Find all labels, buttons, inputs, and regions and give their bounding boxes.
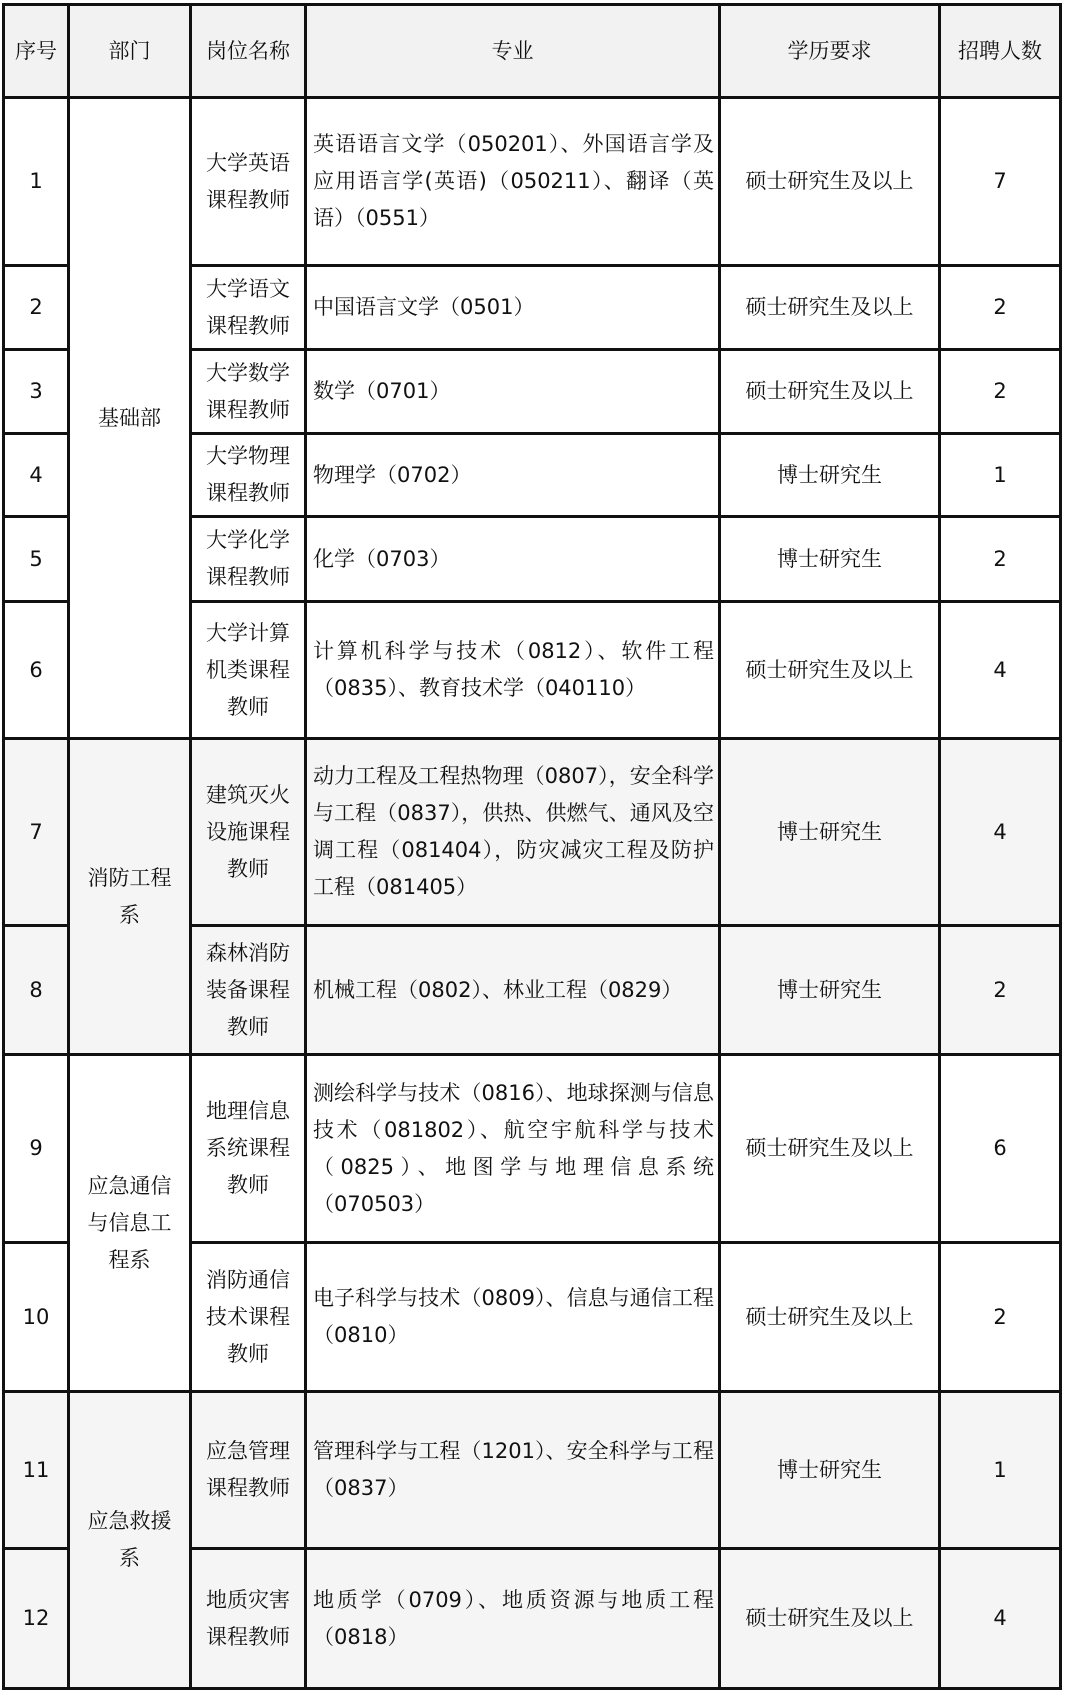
- header-education: 学历要求: [720, 5, 940, 98]
- major-cell: 化学（0703）: [306, 517, 720, 602]
- post-name-cell: 大学计算机类课程教师: [191, 602, 306, 739]
- recruitment-table: [2, 3, 1062, 1690]
- count-cell: 2: [940, 926, 1061, 1055]
- post-name-cell: 地理信息系统课程教师: [191, 1055, 306, 1243]
- row-number: 10: [4, 1243, 69, 1392]
- education-cell: 硕士研究生及以上: [720, 1055, 940, 1243]
- header-count: 招聘人数: [940, 5, 1061, 98]
- count-cell: 2: [940, 350, 1061, 434]
- header-post: 岗位名称: [191, 5, 306, 98]
- row-number: 5: [4, 517, 69, 602]
- row-number: 9: [4, 1055, 69, 1243]
- row-number: 7: [4, 739, 69, 926]
- count-cell: 4: [940, 1549, 1061, 1689]
- post-name-cell: 地质灾害课程教师: [191, 1549, 306, 1689]
- education-cell: 博士研究生: [720, 1392, 940, 1549]
- education-cell: 硕士研究生及以上: [720, 1243, 940, 1392]
- major-cell: 英语语言文学（050201）、外国语言学及应用语言学(英语)（050211）、翻译（英语）（0551）: [306, 98, 720, 266]
- department-cell: 消防工程系: [69, 739, 191, 1055]
- department-cell: 应急救援系: [69, 1392, 191, 1689]
- table-row: [4, 98, 1061, 266]
- row-number: 6: [4, 602, 69, 739]
- table-row: [4, 1392, 1061, 1549]
- major-cell: 中国语言文学（0501）: [306, 266, 720, 350]
- post-name-cell: 建筑灭火设施课程教师: [191, 739, 306, 926]
- count-cell: 2: [940, 266, 1061, 350]
- major-cell: 物理学（0702）: [306, 434, 720, 517]
- post-name-cell: 应急管理课程教师: [191, 1392, 306, 1549]
- education-cell: 博士研究生: [720, 517, 940, 602]
- education-cell: 硕士研究生及以上: [720, 1549, 940, 1689]
- header-dept: 部门: [69, 5, 191, 98]
- post-name-cell: 森林消防装备课程教师: [191, 926, 306, 1055]
- post-name-cell: 消防通信技术课程教师: [191, 1243, 306, 1392]
- major-cell: 电子科学与技术（0809）、信息与通信工程（0810）: [306, 1243, 720, 1392]
- department-cell: 应急通信与信息工程系: [69, 1055, 191, 1392]
- post-name-cell: 大学化学课程教师: [191, 517, 306, 602]
- row-number: 3: [4, 350, 69, 434]
- row-number: 4: [4, 434, 69, 517]
- major-cell: 计算机科学与技术（0812）、软件工程（0835）、教育技术学（040110）: [306, 602, 720, 739]
- major-cell: 地质学（0709）、地质资源与地质工程（0818）: [306, 1549, 720, 1689]
- count-cell: 4: [940, 739, 1061, 926]
- education-cell: 博士研究生: [720, 926, 940, 1055]
- row-number: 11: [4, 1392, 69, 1549]
- major-cell: 机械工程（0802）、林业工程（0829）: [306, 926, 720, 1055]
- department-cell: 基础部: [69, 98, 191, 739]
- table-row: [4, 739, 1061, 926]
- count-cell: 2: [940, 517, 1061, 602]
- count-cell: 6: [940, 1055, 1061, 1243]
- count-cell: 1: [940, 1392, 1061, 1549]
- post-name-cell: 大学英语课程教师: [191, 98, 306, 266]
- header-row: [4, 5, 1061, 98]
- count-cell: 4: [940, 602, 1061, 739]
- major-cell: 动力工程及工程热物理（0807），安全科学与工程（0837），供热、供燃气、通风及空调工程（081404），防灾减灾工程及防护工程（081405）: [306, 739, 720, 926]
- row-number: 12: [4, 1549, 69, 1689]
- major-cell: 测绘科学与技术（0816）、地球探测与信息技术（081802）、航空宇航科学与技术（0825）、地图学与地理信息系统（070503）: [306, 1055, 720, 1243]
- education-cell: 博士研究生: [720, 739, 940, 926]
- major-cell: 数学（0701）: [306, 350, 720, 434]
- post-name-cell: 大学语文课程教师: [191, 266, 306, 350]
- header-major: 专业: [306, 5, 720, 98]
- education-cell: 硕士研究生及以上: [720, 266, 940, 350]
- count-cell: 2: [940, 1243, 1061, 1392]
- table-row: [4, 1055, 1061, 1243]
- education-cell: 硕士研究生及以上: [720, 350, 940, 434]
- major-cell: 管理科学与工程（1201）、安全科学与工程（0837）: [306, 1392, 720, 1549]
- count-cell: 1: [940, 434, 1061, 517]
- post-name-cell: 大学数学课程教师: [191, 350, 306, 434]
- row-number: 8: [4, 926, 69, 1055]
- header-no: 序号: [4, 5, 69, 98]
- row-number: 2: [4, 266, 69, 350]
- education-cell: 博士研究生: [720, 434, 940, 517]
- education-cell: 硕士研究生及以上: [720, 602, 940, 739]
- row-number: 1: [4, 98, 69, 266]
- count-cell: 7: [940, 98, 1061, 266]
- education-cell: 硕士研究生及以上: [720, 98, 940, 266]
- post-name-cell: 大学物理课程教师: [191, 434, 306, 517]
